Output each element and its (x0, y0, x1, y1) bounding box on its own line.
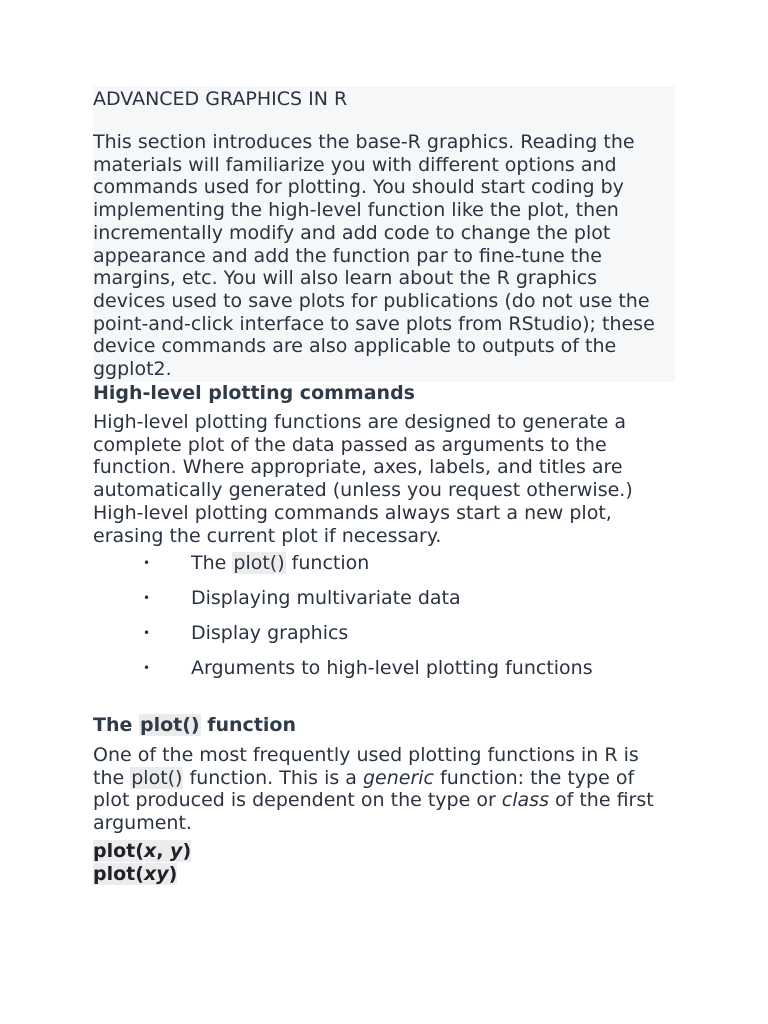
bullet-icon: • (143, 661, 151, 675)
signature-line (93, 863, 191, 886)
code-arg: x (143, 840, 157, 862)
paragraph-text: function: the type of plot produced is dependent on the type or (93, 766, 635, 812)
emphasis-text: class (501, 789, 549, 812)
intro-paragraph: This section introduces the base-R graphics. Reading the materials will familiarize you with different options and commands used for plotting. You should start coding by implementing the high-level function like the plot, then incrementally modify and add code to change the plot appearance and add the function par to fine-tune the margins, etc. You will also learn about the R graphics devices used to save plots for publications (do not use the point-and-click interface to save plots from RStudio); these device commands are also applicable to outputs of the ggplot2. (93, 131, 655, 381)
list-item-label[interactable] (191, 552, 369, 574)
inline-code: plot() (233, 552, 285, 574)
inline-code: plot() (131, 766, 183, 789)
paragraph-text: One of the most frequently used plotting functions in R is the (93, 744, 639, 789)
bullet-icon: • (143, 556, 151, 570)
inline-code: plot() (140, 714, 200, 736)
document-page (93, 86, 675, 885)
code-text: plot( (93, 863, 144, 885)
list-item-label[interactable]: Display graphics (191, 622, 349, 644)
code-arg: y (170, 840, 183, 862)
list-item-label[interactable]: Arguments to high-level plotting functions (191, 657, 593, 679)
intro-block (93, 86, 675, 382)
code-text: , (156, 840, 171, 862)
emphasis-text: generic (362, 766, 435, 789)
bullet-icon: • (143, 626, 151, 640)
section-heading-plot-function (93, 714, 296, 736)
code-text: ) (182, 840, 192, 862)
list-item-text-suffix: function (285, 552, 370, 574)
code-text: plot( (93, 840, 144, 862)
section-heading-high-level: High-level plotting commands (93, 382, 415, 404)
list-item-label[interactable]: Displaying multivariate data (191, 587, 461, 609)
function-signatures (93, 840, 191, 886)
high-level-paragraph: High-level plotting functions are designed to generate a complete plot of the data passed as arguments to the function. Where appropriate, axes, labels, and titles are automatically generated (unless you request otherwise.) High-level plotting commands always start a new plot, erasing the current plot if necessary. (93, 411, 633, 547)
signature-line (93, 840, 191, 863)
heading-text-suffix: function (200, 714, 296, 736)
code-text: ) (168, 863, 178, 885)
code-block (93, 863, 177, 885)
paragraph-text: of the first argument. (93, 789, 654, 835)
code-block (93, 840, 191, 862)
heading-text: The (93, 714, 139, 736)
code-arg: xy (143, 863, 169, 885)
list-item-text: The (191, 552, 233, 574)
paragraph-text: function. This is a (183, 766, 363, 789)
bullet-icon: • (143, 591, 151, 605)
page-title: ADVANCED GRAPHICS IN R (93, 88, 348, 110)
plot-function-paragraph (93, 744, 675, 835)
